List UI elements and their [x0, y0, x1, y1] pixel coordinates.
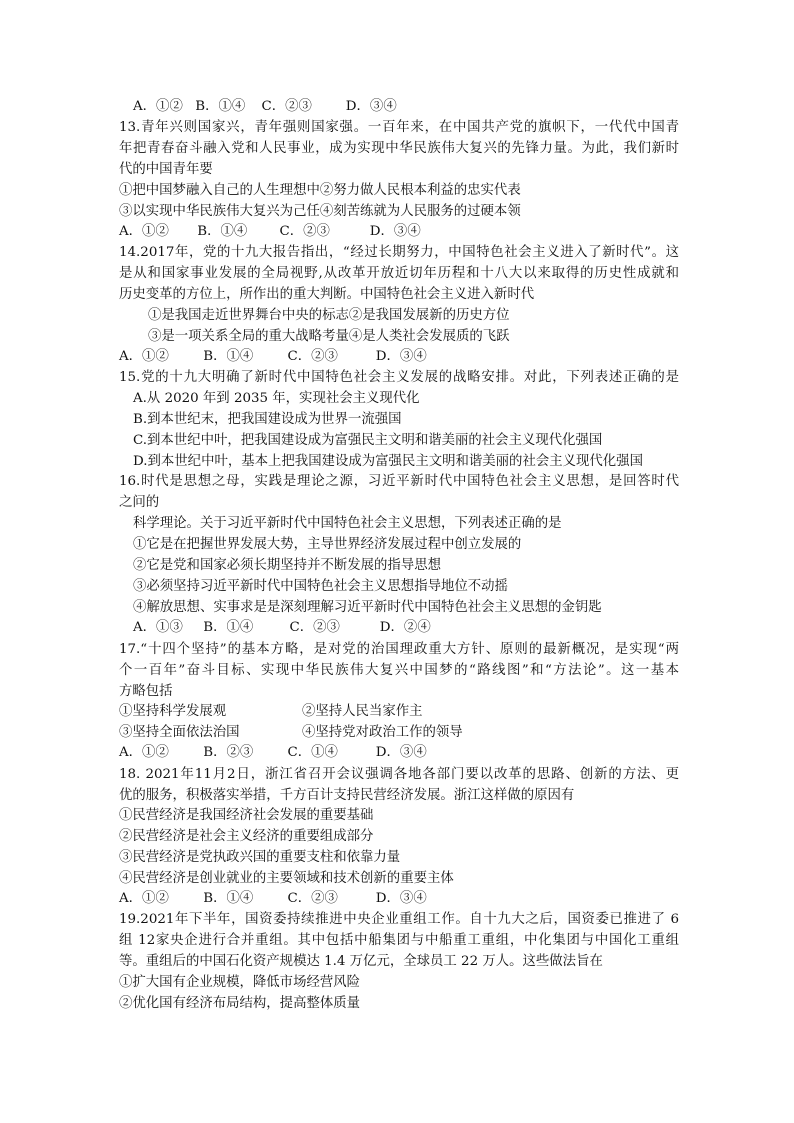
q17-options — [119, 743, 427, 763]
option-c[interactable]: C．②③ — [261, 99, 312, 114]
q14-stem-line-3: 历史变革的方位上，所作出的重大判断。中国特色社会主义进入新时代 — [119, 287, 535, 302]
option-a[interactable]: A．①③ — [133, 620, 183, 635]
q14-stem-line-2: 是从和国家事业发展的全局视野,从改革开放近切年历程和十八大以来取得的历史性成就和 — [119, 266, 679, 281]
option-d[interactable]: D．③④ — [375, 745, 427, 760]
q13-stem-line-1: 13.青年兴则国家兴，青年强则国家强。一百年来，在中国共产党的旗帜下，一代代中国青 — [119, 120, 679, 135]
q18-item-1: ①民营经济是我国经济社会发展的重要基础 — [119, 808, 374, 823]
option-b[interactable]: B．①④ — [195, 99, 246, 114]
q16-stem-line-1: 16.时代是思想之母，实践是理论之源，习近平新时代中国特色社会主义思想，是回答时代 — [119, 474, 679, 489]
q17-stem-line-3: 方略包括 — [119, 684, 173, 699]
q13-stem-line-2: 年把青春奋斗融入党和人民事业，成为实现中华民族伟大复兴的先锋力量。为此，我们新时 — [119, 141, 679, 156]
q14-item-1: ①是我国走近世界舞台中央的标志②是我国发展新的历史方位 — [148, 308, 510, 323]
option-c[interactable]: C．②③ — [289, 620, 340, 635]
option-c[interactable]: C．②③ — [287, 349, 338, 364]
q14-item-2: ③是一项关系全局的重大战略考量④是人类社会发展质的飞跃 — [148, 329, 510, 344]
q19-stem-line-3: 等。重组后的中国石化资产规模达 1.4 万亿元，全球员工 22 万人。这些做法旨在 — [119, 954, 603, 969]
option-a[interactable]: A．①② — [133, 99, 183, 114]
q13-item-2: ③以实现中华民族伟大复兴为己任④刻苦练就为人民服务的过硬本领 — [119, 204, 521, 219]
q16-item-3: ③必须坚持习近平新时代中国特色社会主义思想指导地位不动摇 — [133, 579, 508, 594]
q16-stem-line-3: 科学理论。关于习近平新时代中国特色社会主义思想，下列表述正确的是 — [133, 516, 562, 531]
q16-options — [133, 618, 431, 638]
option-a[interactable]: A．①② — [119, 349, 169, 364]
option-d[interactable]: D．③④ — [369, 224, 421, 239]
q18-stem-line-2: 优的服务，积极落实举措，千方百计支持民营经济发展。浙江这样做的原因有 — [119, 788, 575, 803]
q16-item-1: ①它是在把握世界发展大势，主导世界经济发展过程中创立发展的 — [133, 537, 522, 552]
q15-option-b[interactable]: B.到本世纪末，把我国建设成为世界一流强国 — [133, 412, 402, 427]
q16-item-2: ②它是党和国家必须长期坚持并不断发展的指导思想 — [133, 558, 441, 573]
option-b[interactable]: B．①④ — [203, 620, 254, 635]
q17-item-4: ④坚持党对政治工作的领导 — [302, 725, 463, 740]
q13-item-1: ①把中国梦融入自己的人生理想中②努力做人民根本利益的忠实代表 — [119, 183, 521, 198]
q18-item-3: ③民营经济是党执政兴国的重要支柱和依靠力量 — [119, 850, 401, 865]
q13-stem-line-3: 代的中国青年要 — [119, 162, 213, 177]
q15-option-a[interactable]: A.从 2020 年到 2035 年，实现社会主义现代化 — [133, 391, 420, 406]
option-b[interactable]: B．①④ — [203, 891, 254, 906]
q16-stem-line-2: 之问的 — [119, 495, 160, 510]
q15-option-c[interactable]: C.到本世纪中叶，把我国建设成为富强民主文明和谐美丽的社会主义现代化强国 — [133, 433, 603, 448]
q16-item-4: ④解放思想、实事求是是深刻理解习近平新时代中国特色社会主义思想的金钥匙 — [133, 600, 602, 615]
option-b[interactable]: B．①④ — [203, 349, 254, 364]
option-d[interactable]: D．③④ — [375, 891, 427, 906]
q15-stem: 15.党的十九大明确了新时代中国特色社会主义发展的战略安排。对此，下列表述正确的是 — [119, 370, 679, 385]
q19-item-2: ②优化国有经济布局结构，提高整体质量 — [119, 996, 361, 1011]
q19-item-1: ①扩大国有企业规模，降低市场经营风险 — [119, 975, 361, 990]
q13-options — [119, 222, 421, 242]
q18-stem-line-1: 18. 2021年11月2日，浙江省召开会议强调各地各部门要以改革的思路、创新的方法、更 — [119, 767, 679, 782]
q14-options — [119, 347, 427, 367]
q19-stem-line-1: 19.2021年下半年，国资委持续推进中央企业重组工作。自十九大之后，国资委已推进了 6 — [119, 912, 679, 927]
q12-options — [133, 97, 397, 117]
option-d[interactable]: D．③④ — [345, 99, 397, 114]
option-b[interactable]: B．①④ — [197, 224, 248, 239]
option-a[interactable]: A．①② — [119, 745, 169, 760]
option-d[interactable]: D．②④ — [379, 620, 431, 635]
q17-item-3: ③坚持全面依法治国 — [119, 725, 240, 740]
q18-item-2: ②民营经济是社会主义经济的重要组成部分 — [119, 829, 374, 844]
q15-option-d[interactable]: D.到本世纪中叶，基本上把我国建设成为富强民主文明和谐美丽的社会主义现代化强国 — [133, 454, 643, 469]
q17-stem-line-2: 个一百年”奋斗目标、实现中华民族伟大复兴中国梦的“路线图”和“方法论”。这一基本 — [119, 663, 679, 678]
q17-item-1: ①坚持科学发展观 — [119, 704, 227, 719]
q14-stem-line-1: 14.2017年，党的十九大报告指出，“经过长期努力，中国特色社会主义进入了新时代”。这 — [119, 245, 679, 260]
q17-stem-line-1: 17.“十四个坚持”的基本方略，是对党的治国理政重大方针、原则的最新概况，是实现“两 — [119, 642, 679, 657]
option-c[interactable]: C．②③ — [287, 891, 338, 906]
q18-options — [119, 889, 427, 909]
option-a[interactable]: A．①② — [119, 891, 169, 906]
q19-stem-line-2: 组 12家央企进行合并重组。其中包括中船集团与中船重工重组，中化集团与中国化工重组 — [119, 933, 679, 948]
option-d[interactable]: D．③④ — [375, 349, 427, 364]
option-c[interactable]: C．①④ — [287, 745, 338, 760]
option-a[interactable]: A．①② — [119, 224, 169, 239]
option-c[interactable]: C．②③ — [279, 224, 330, 239]
q17-item-2: ②坚持人民当家作主 — [302, 704, 423, 719]
q18-item-4: ④民营经济是创业就业的主要领域和技术创新的重要主体 — [119, 871, 454, 886]
option-b[interactable]: B．②③ — [203, 745, 254, 760]
